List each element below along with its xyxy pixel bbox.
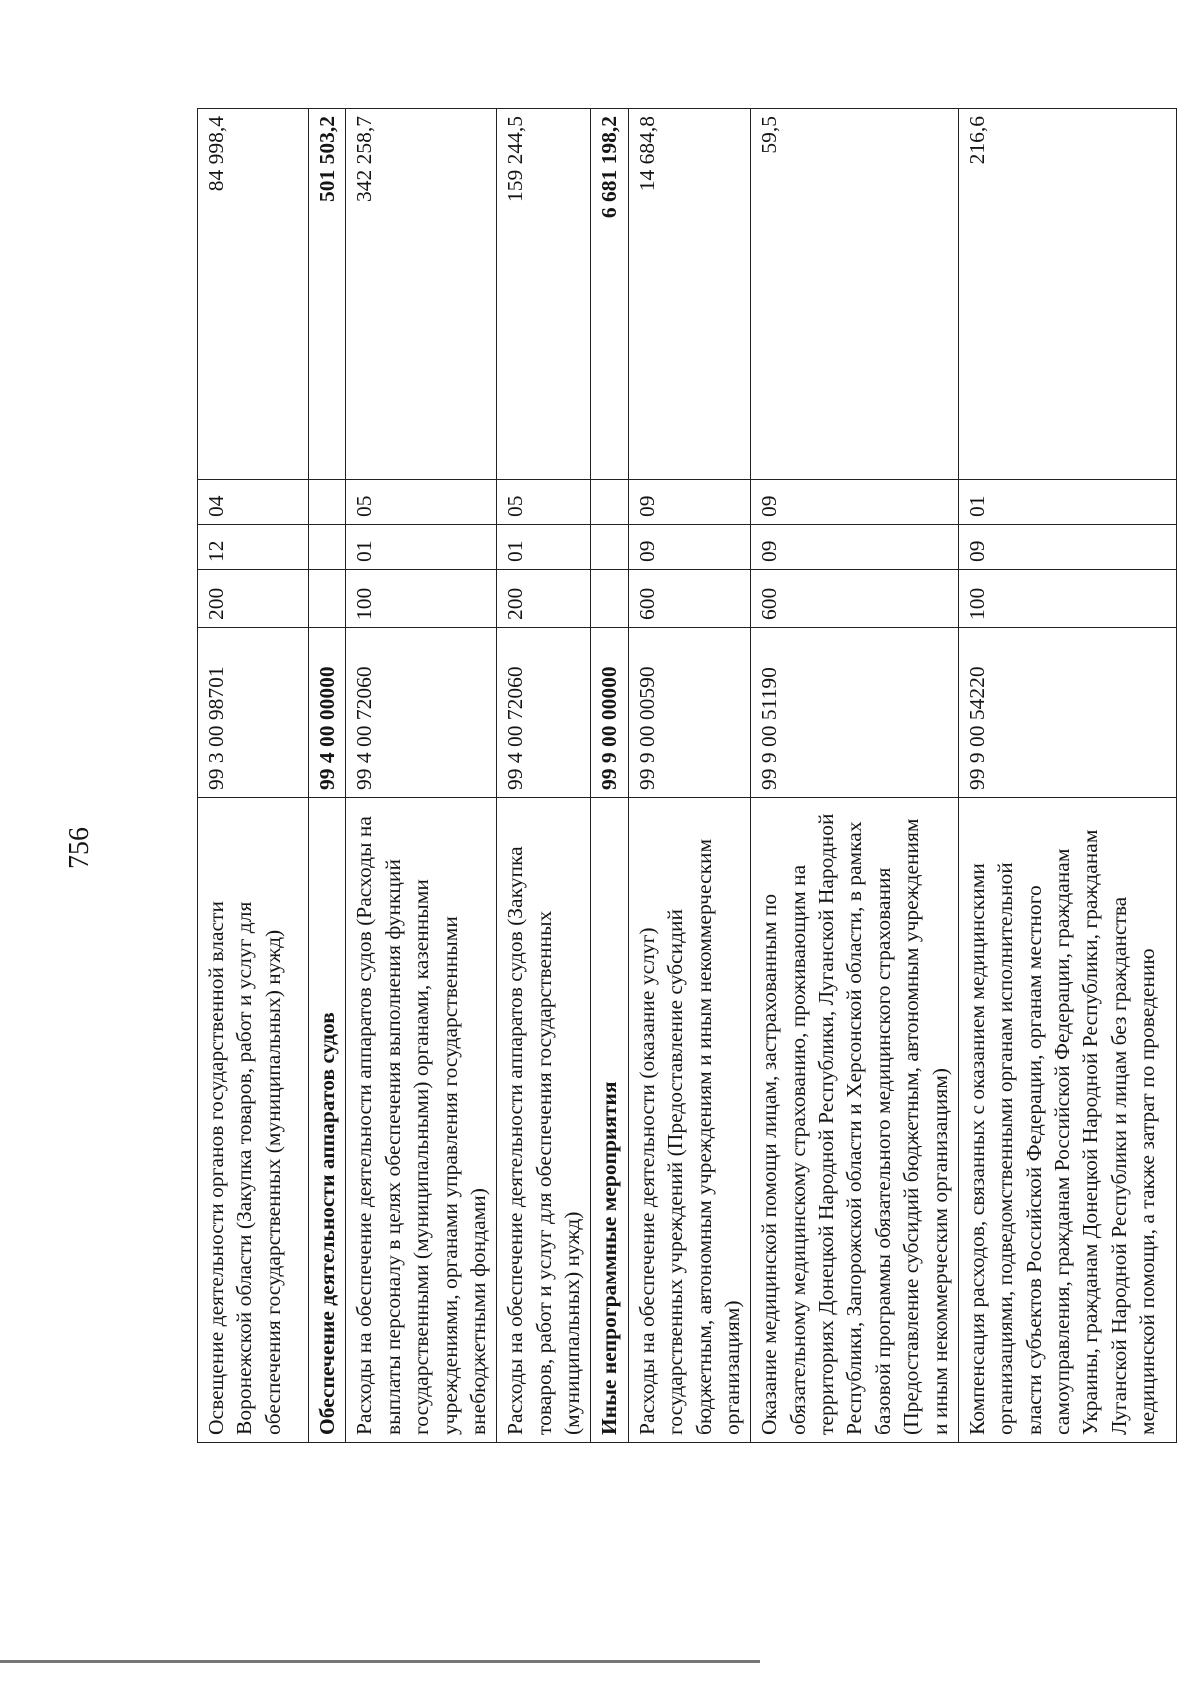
- cell-section: 01: [497, 525, 591, 570]
- cell-amount: 216,6: [958, 109, 1176, 480]
- cell-expense-type: 100: [958, 570, 1176, 628]
- cell-amount: 342 258,7: [346, 109, 497, 480]
- cell-subsection: 09: [751, 480, 959, 525]
- table-row: [958, 109, 1176, 1443]
- cell-amount: 501 503,2: [309, 109, 346, 480]
- cell-expense-type: [591, 570, 628, 628]
- cell-expense-type: 600: [751, 570, 959, 628]
- cell-amount: 159 244,5: [497, 109, 591, 480]
- table-row: [309, 109, 346, 1443]
- cell-target-code: 99 9 00 51190: [751, 628, 959, 798]
- page-number: 756: [64, 827, 95, 869]
- cell-amount: 84 998,4: [198, 109, 309, 480]
- cell-description: Обеспечение деятельности аппаратов судов: [309, 798, 346, 1443]
- table-body: [198, 109, 1177, 1443]
- budget-table-rotated: [197, 108, 1160, 1443]
- cell-section: 09: [628, 525, 751, 570]
- cell-target-code: 99 4 00 72060: [497, 628, 591, 798]
- table-row: [628, 109, 751, 1443]
- cell-description: Расходы на обеспечение деятельности (оказание услуг) государственных учреждений (Предоставление субсидий бюджетным, автономным учреждениям и иным некоммерческим организациям): [628, 798, 751, 1443]
- cell-target-code: 99 9 00 00590: [628, 628, 751, 798]
- table-row: [751, 109, 959, 1443]
- cell-section: 12: [198, 525, 309, 570]
- cell-subsection: 05: [497, 480, 591, 525]
- cell-description: Оказание медицинской помощи лицам, застрахованным по обязательному медицинскому страхованию, проживающим на территориях Донецкой Народной Республики, Луганской Народной Республики, Запорожской области и Херсонской области, в рамках базовой программы обязательного медицинского страхования (Предоставление субсидий бюджетным, автономным учреждениям и иным некоммерческим организациям): [751, 798, 959, 1443]
- table-row: [497, 109, 591, 1443]
- table-row: [346, 109, 497, 1443]
- cell-expense-type: 200: [497, 570, 591, 628]
- cell-target-code: 99 4 00 72060: [346, 628, 497, 798]
- cell-target-code: 99 9 00 00000: [591, 628, 628, 798]
- cell-subsection: 01: [958, 480, 1176, 525]
- cell-section: 01: [346, 525, 497, 570]
- cell-section: 09: [958, 525, 1176, 570]
- cell-amount: 59,5: [751, 109, 959, 480]
- cell-amount: 6 681 198,2: [591, 109, 628, 480]
- scan-edge-line: [0, 1660, 760, 1663]
- cell-description: Расходы на обеспечение деятельности аппаратов судов (Закупка товаров, работ и услуг для обеспечения государственных (муниципальных) нужд): [497, 798, 591, 1443]
- cell-subsection: [309, 480, 346, 525]
- cell-subsection: [591, 480, 628, 525]
- table-row: [198, 109, 309, 1443]
- cell-description: Компенсация расходов, связанных с оказанием медицинскими организациями, подведомственными органам исполнительной власти субъектов Российской Федерации, органам местного самоуправления, гражданам Российской Федерации, гражданам Украины, гражданам Донецкой Народной Республики, гражданам Луганской Народной Республики и лицам без гражданства медицинской помощи, а также затрат по проведению: [958, 798, 1176, 1443]
- cell-subsection: 04: [198, 480, 309, 525]
- cell-amount: 14 684,8: [628, 109, 751, 480]
- cell-expense-type: 200: [198, 570, 309, 628]
- cell-description: Иные непрограммные мероприятия: [591, 798, 628, 1443]
- cell-expense-type: [309, 570, 346, 628]
- cell-description: Расходы на обеспечение деятельности аппаратов судов (Расходы на выплаты персоналу в целях обеспечения выполнения функций государственными (муниципальными) органами, казенными учреждениями, органами управления государственными внебюджетными фондами): [346, 798, 497, 1443]
- cell-section: [309, 525, 346, 570]
- cell-subsection: 09: [628, 480, 751, 525]
- budget-table: [197, 108, 1177, 1443]
- cell-expense-type: 600: [628, 570, 751, 628]
- cell-section: [591, 525, 628, 570]
- cell-target-code: 99 3 00 98701: [198, 628, 309, 798]
- cell-subsection: 05: [346, 480, 497, 525]
- cell-expense-type: 100: [346, 570, 497, 628]
- cell-section: 09: [751, 525, 959, 570]
- cell-target-code: 99 4 00 00000: [309, 628, 346, 798]
- table-row: [591, 109, 628, 1443]
- cell-description: Освещение деятельности органов государственной власти Воронежской области (Закупка товаров, работ и услуг для обеспечения государственных (муниципальных) нужд): [198, 798, 309, 1443]
- cell-target-code: 99 9 00 54220: [958, 628, 1176, 798]
